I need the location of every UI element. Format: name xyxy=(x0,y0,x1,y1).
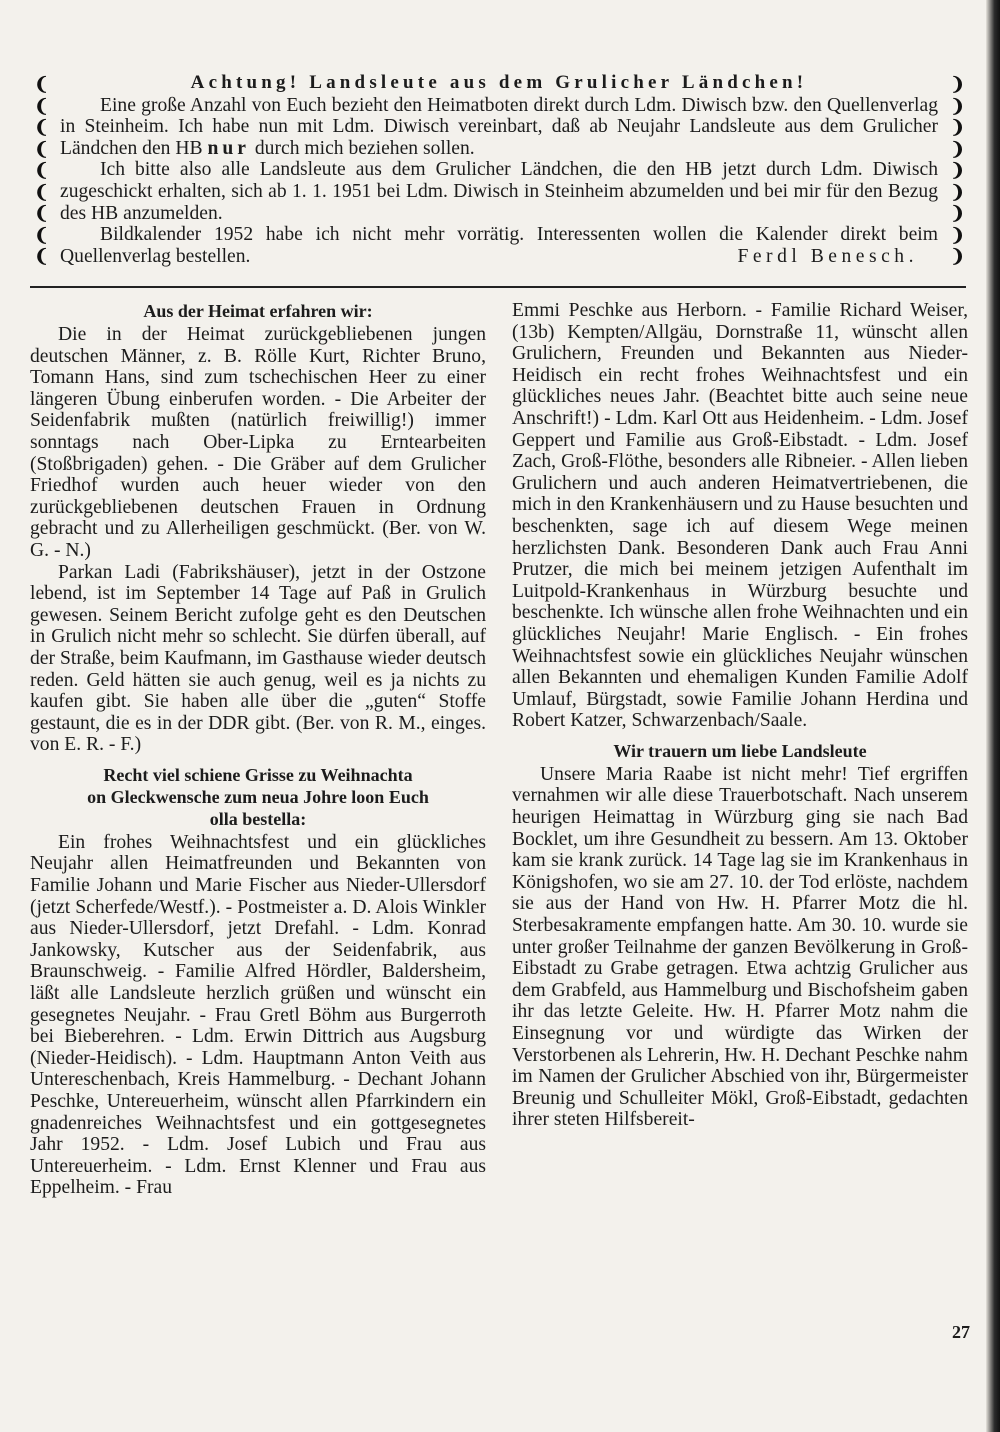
right-column xyxy=(512,300,968,1131)
heading-aus-der-heimat: Aus der Heimat erfahren wir: xyxy=(143,301,373,321)
notice-emphasis: nur xyxy=(207,137,250,159)
right-paragraph-2: Unsere Maria Raabe ist nicht mehr! Tief ergriffen vernahmen wir alle diese Trauerbotschaft. Nach unserem heurigen Heimattag in Würzburg ging sie nach Bad Bocklet, um ihre Gesundheit zu bessern. Am 13. Oktober kam sie krank zurück. 14 Tage lag sie im Krankenhaus in Königshofen, wo sie am 27. 10. der Tod erlöste, nachdem sie aus der Hand von Hw. H. Pfarrer Motz die hl. Sterbesakramente empfangen hatte. Am 30. 10. wurde sie unter großer Teilnahme der ganzen Bevölkerung in Groß-Eibstadt zu Grabe getragen. Etwa achtzig Grulicher aus dem Grabfeld, aus Hammelburg und Bischofsheim gaben ihr das letzte Geleite. Hw. H. Pfarrer Motz nahm die Einsegnung vor und würdigte das Wirken der Verstorbenen als Lehrerin, Hw. H. Dechant Peschke nahm im Namen der Grulicher Abschied von ihr, Bürgermeister Breunig und Schulleiter Mökl, Groß-Eibstadt, gedachten ihrer steten Hilfsbereit- xyxy=(512,763,968,1131)
page-number: 27 xyxy=(952,1322,970,1342)
scan-edge xyxy=(986,0,1000,1432)
notice-ornament-right: ❩ ❩ ❩ ❩ ❩ ❩ ❩ ❩ ❩ xyxy=(950,74,966,266)
left-column xyxy=(30,300,486,1199)
notice-box xyxy=(34,72,964,284)
notice-paragraph-3 xyxy=(60,224,938,267)
notice-paragraph-2: Ich bitte also alle Landsleute aus dem Grulicher Ländchen, die den HB jetzt durch Ldm. Diwisch zugeschickt erhalten, sich ab 1. 1. 1951 bei Ldm. Diwisch in Steinheim abzumelden und bei mir für den Bezug des HB anzumelden. xyxy=(60,159,938,224)
left-paragraph-1: Die in der Heimat zurückgebliebenen jungen deutschen Männer, z. B. Rölle Kurt, Richter Bruno, Tomann Hans, sind zum tschechischen Heer zu einer längeren Übung einberufen worden. - Die Arbeiter der Seidenfabrik mußten (natürlich freiwillig!) immer sonntags nach Ober-Lipka zu Erntearbeiten (Stoßbrigaden) gehen. - Die Gräber auf dem Grulicher Friedhof wurden auch heuer wieder von den zurückgebliebenen deutschen Frauen in Ordnung gebracht und zu Allerheiligen geschmückt. (Ber. von W. G. - N.) xyxy=(30,324,486,561)
right-paragraph-1: Emmi Peschke aus Herborn. - Familie Richard Weiser, (13b) Kempten/Allgäu, Dornstraße 11, wünscht allen Grulichern, Freunden und Bekannten aus Nieder-Heidisch ein recht frohes Weihnachtsfest und ein glückliches neues Jahr. (Beachtet bitte auch seine neue Anschrift!) - Ldm. Karl Ott aus Heidenheim. - Ldm. Josef Geppert und Familie aus Groß-Eibstadt. - Ldm. Josef Zach, Groß-Flöthe, besonders alle Ribneier. - Allen lieben Grulichern und auch anderen Heimatvertriebenen, die mich in den Krankenhäusern und zu Hause besuchten und beschenkten, sage ich auf diesem Wege meinen herzlichsten Dank. Besonderen Dank auch Frau Anni Prutzer, die mich bei meinem jetzigen Aufenthalt im Luitpold-Krankenhaus in Würzburg besuchte und beschenkte. Ich wünsche allen frohe Weihnachten und ein glückliches Neujahr! Marie Englisch. - Ein frohes Weihnachtsfest sowie ein glückliches Neujahr wünschen allen Bekannten und ehemaligen Kunden Familie Adolf Umlauf, Bürgstadt, sowie Familie Johann Herdina und Robert Katzer, Schwarzenbach/Saale. xyxy=(512,300,968,732)
notice-paragraph-1-end: durch mich beziehen sollen. xyxy=(254,137,475,159)
heading-weihnachtsgruesse-line-1: Recht viel schiene Grisse zu Weihnachta xyxy=(103,764,413,785)
notice-paragraph-1 xyxy=(60,95,938,160)
notice-paragraph-1-text: Eine große Anzahl von Euch bezieht den Heimatboten direkt durch Ldm. Diwisch bzw. den Quellenverlag in Steinheim. Ich habe nun mit Ldm. Diwisch vereinbart, daß ab Neujahr Landsleute aus dem Grulicher Ländchen den HB xyxy=(60,94,938,159)
notice-signature: Ferdl Benesch. xyxy=(737,245,918,267)
notice-paragraph-3-text: Bildkalender 1952 habe ich nicht mehr vorrätig. Interessenten wollen die Kalender direkt beim Quellenverlag bestellen. xyxy=(60,224,938,267)
heading-wir-trauern: Wir trauern um liebe Landsleute xyxy=(613,740,867,761)
left-paragraph-3: Ein frohes Weihnachtsfest und ein glückliches Neujahr allen Heimatfreunden und Bekannten von Familie Johann und Marie Fischer aus Nieder-Ullersdorf (jetzt Scherfede/Westf.). - Postmeister a. D. Alois Winkler aus Nieder-Ullersdorf, jetzt Drefahl. - Ldm. Konrad Jankowsky, Kutscher aus der Seidenfabrik, aus Braunschweig. - Familie Alfred Hördler, Baldersheim, läßt alle Landsleute herzlich grüßen und wünscht ein gesegnetes Neujahr. - Frau Gretl Böhm aus Burgerroth bei Bieberehren. - Ldm. Erwin Dittrich aus Augsburg (Nieder-Heidisch). - Ldm. Hauptmann Anton Veith aus Untereschenbach, Kreis Hammelburg. - Dechant Johann Peschke, Untereuerheim, wünscht allen Pfarrkindern ein gnadenreiches Weihnachtsfest und ein gottgesegnetes Jahr 1952. - Ldm. Josef Lubich und Frau aus Untereuerheim. - Ldm. Ernst Klenner und Frau aus Eppelheim. - Frau xyxy=(30,831,486,1199)
left-paragraph-2: Parkan Ladi (Fabrikshäuser), jetzt in der Ostzone lebend, ist im September 14 Tage auf Paß in Grulich gewesen. Seinem Bericht zufolge geht es den Deutschen in Grulich nicht mehr so schlecht. Sie dürfen überall, auf der Straße, beim Kaufmann, im Gasthause wieder deutsch reden. Geld hätten sie auch genug, weil es ja nichts zu kaufen gibt. Sie haben alle über die „guten“ Stoffe gestaunt, die es in der DDR gibt. (Ber. von R. M., einges. von E. R. - F.) xyxy=(30,561,486,756)
notice-body xyxy=(60,72,938,267)
notice-title: Achtung! Landsleute aus dem Grulicher Ländchen! xyxy=(190,72,808,93)
heading-weihnachtsgruesse-line-3: olla bestella: xyxy=(209,808,307,829)
notice-ornament-left: ❨ ❨ ❨ ❨ ❨ ❨ ❨ ❨ ❨ xyxy=(34,74,50,266)
heading-weihnachtsgruesse xyxy=(30,764,486,830)
section-divider xyxy=(30,286,966,288)
heading-weihnachtsgruesse-line-2: on Gleckwensche zum neua Johre loon Euch xyxy=(87,786,429,807)
